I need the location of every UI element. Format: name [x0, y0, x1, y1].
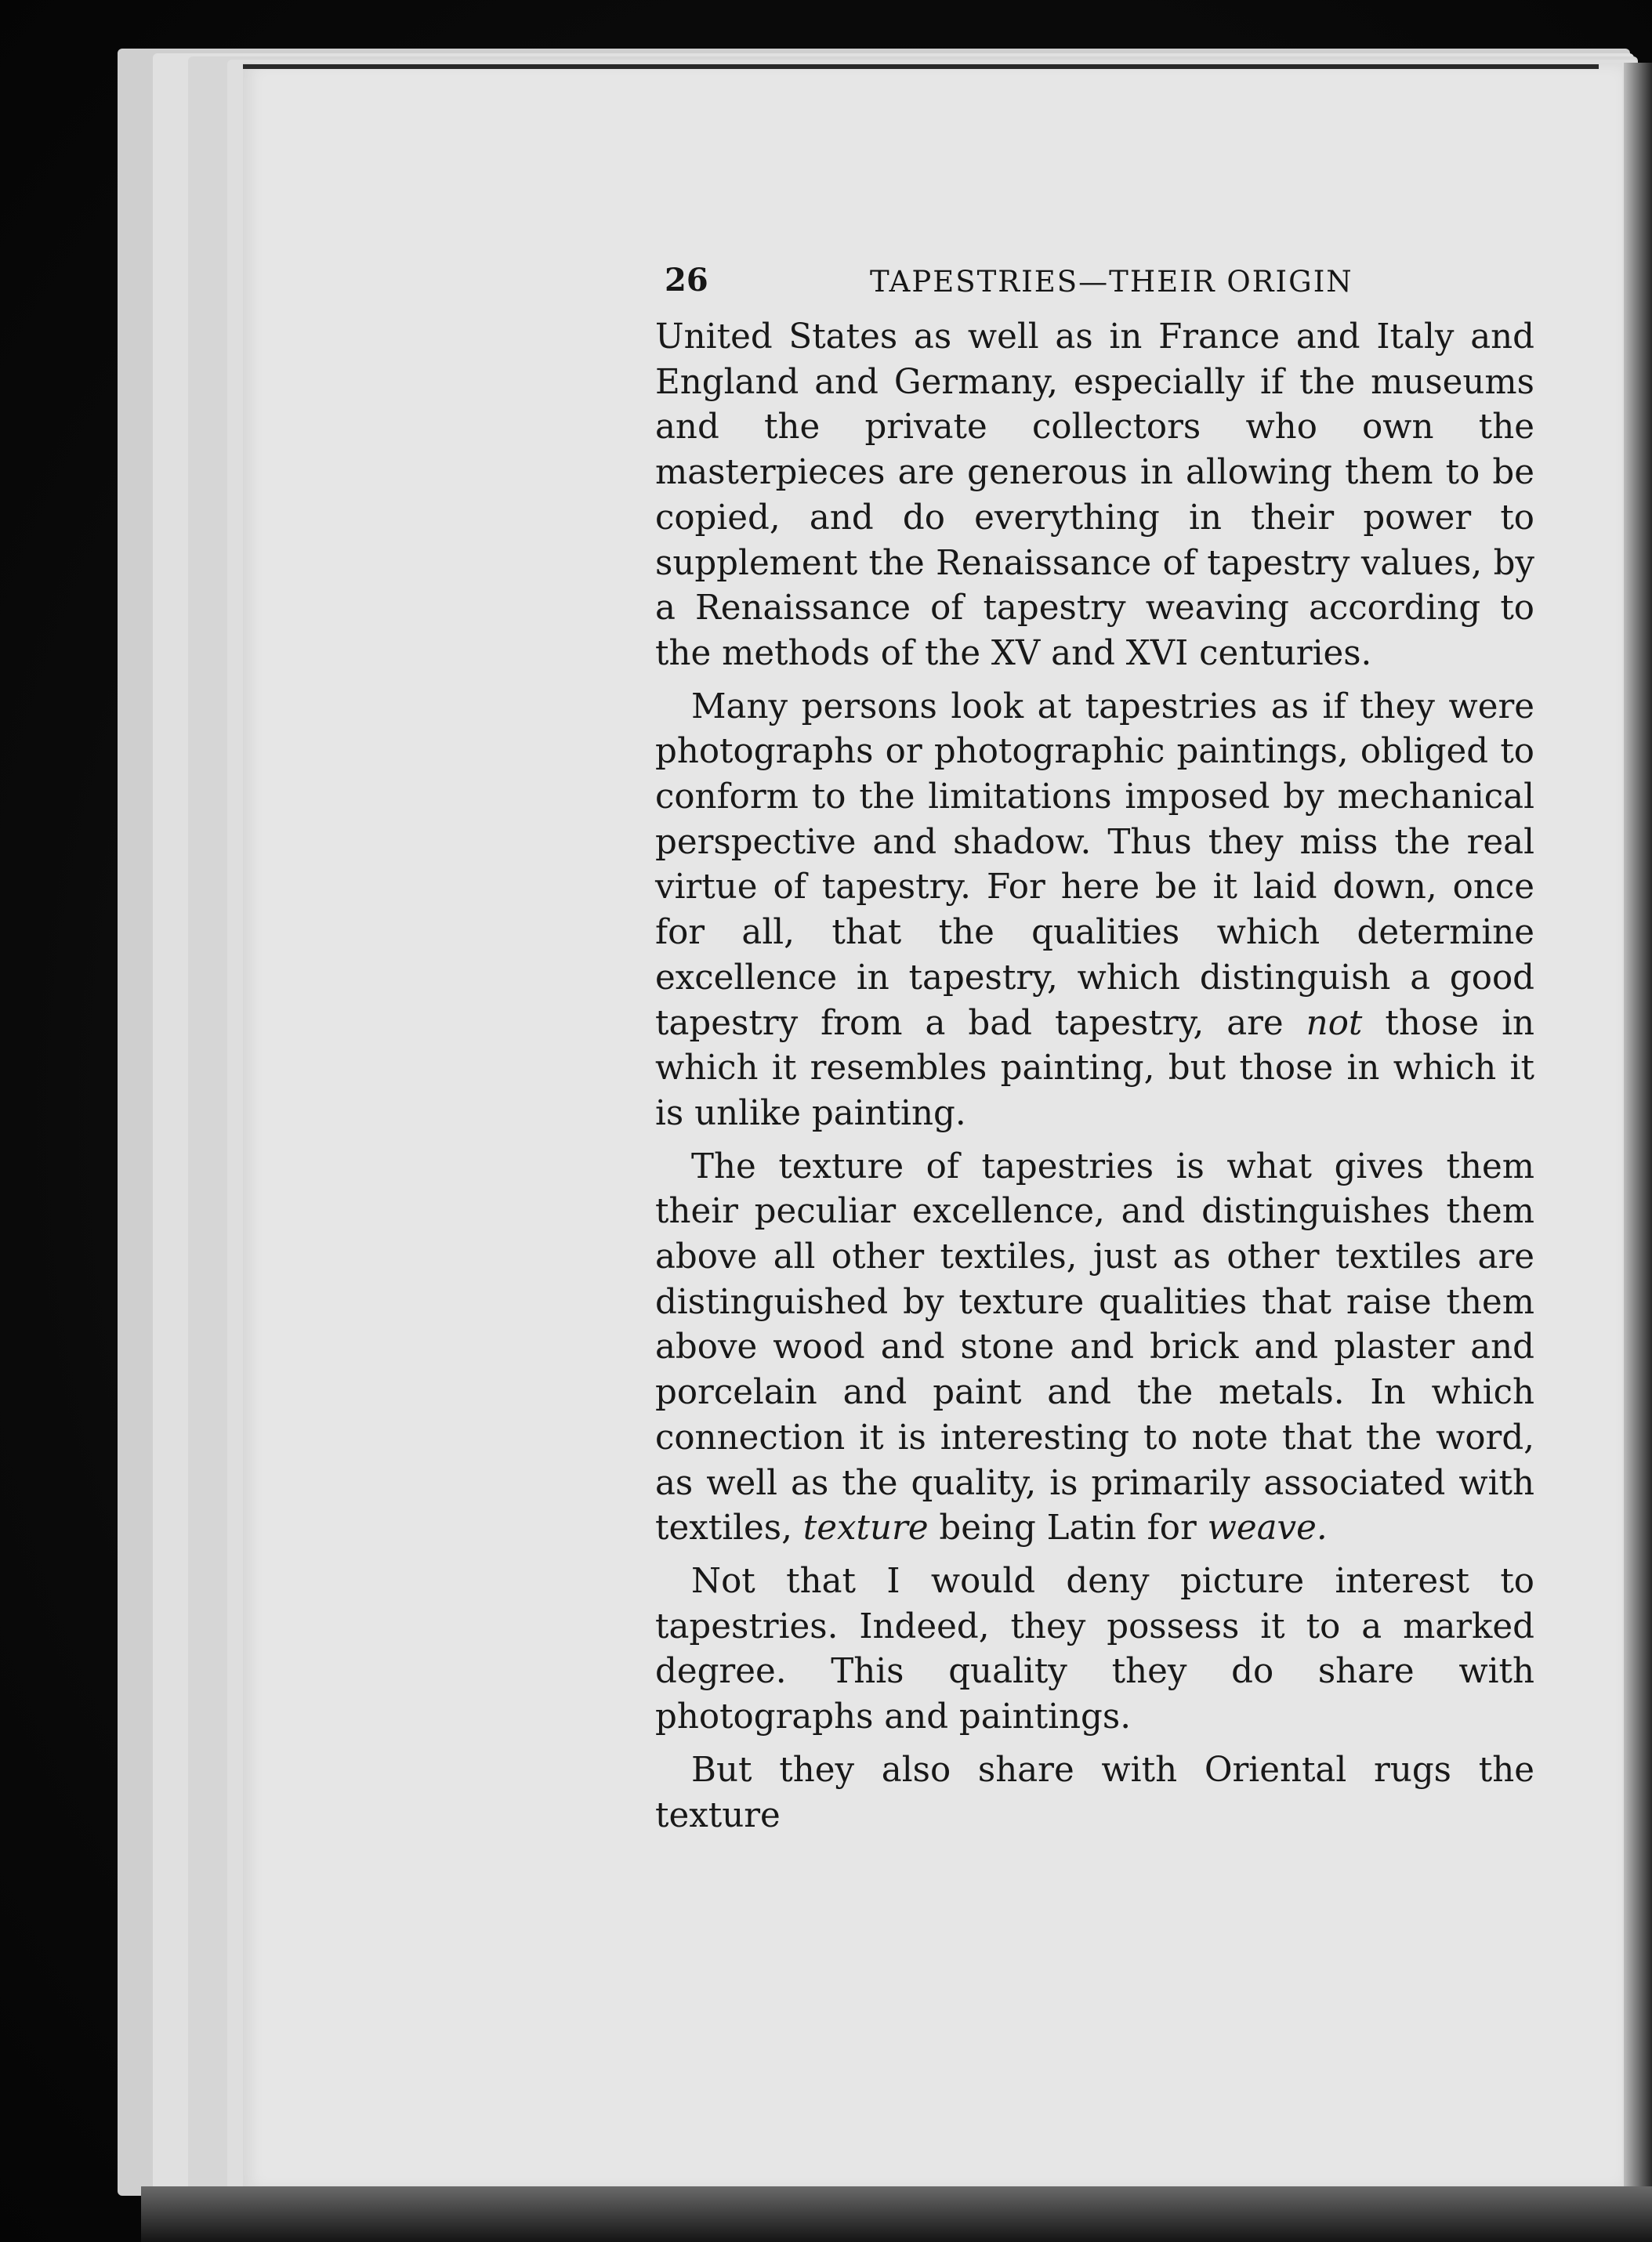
text-segment: those in which it resembles painting, but those in which it is unlike painting.	[655, 1003, 1535, 1133]
page-bottom-shadow	[141, 2186, 1652, 2242]
body-text	[655, 315, 1534, 1838]
page-top-edge	[243, 64, 1599, 69]
paragraph	[655, 1559, 1534, 1740]
running-head: TAPESTRIES—THEIR ORIGIN	[870, 265, 1353, 299]
text-segment: being Latin for	[928, 1509, 1208, 1548]
binding-shadow	[1624, 63, 1652, 2194]
paragraph	[655, 685, 1534, 1137]
text-segment: Many persons look at tapestries as if they were photographs or photographic paintings, obliged to conform to the limitations imposed by mechanical perspective and shadow. Thus they miss the real virtue of tapestry. For here be it laid down, once for all, that the qualities which determine excellence in tapestry, which distinguish a good tapestry from a bad tapestry, are	[655, 686, 1534, 1043]
text-segment: But they also share with Oriental rugs the texture	[655, 1750, 1534, 1835]
text-segment: United States as well as in France and Italy and England and Germany, especially if the museums and the private collectors who own the masterpieces are generous in allowing them to be copied, and do everything in their power to supplement the Renaissance of tapestry values, by a Renaissance of tapestry weaving according to the methods of the XV and XVI centuries.	[655, 317, 1534, 673]
paragraph	[655, 1145, 1534, 1552]
page-number: 26	[665, 262, 708, 299]
paragraph	[655, 315, 1534, 677]
text-segment: The texture of tapestries is what gives them their peculiar excellence, and distinguishes them above all other textiles, just as other textiles are distinguished by texture qualities that raise them above wood and stone and brick and plaster and porcelain and paint and the metals. In which connection it is interesting to note that the word, as well as the quality, is primarily associated with textiles,	[655, 1146, 1534, 1548]
italic-text: weave.	[1207, 1509, 1328, 1548]
italic-text: texture	[802, 1509, 929, 1548]
italic-text: not	[1306, 1003, 1363, 1043]
text-segment: Not that I would deny picture interest to tapestries. Indeed, they possess it to a marked degree. This quality they do share with photographs and paintings.	[655, 1561, 1534, 1737]
paragraph	[655, 1748, 1534, 1838]
